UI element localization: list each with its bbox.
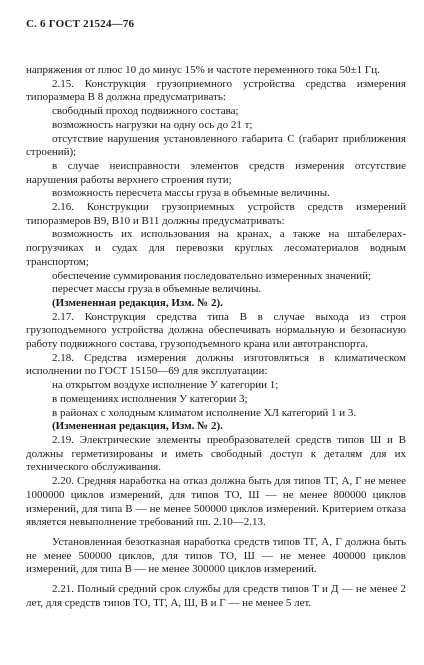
list-item: свободный проход подвижного состава; bbox=[52, 105, 239, 118]
page-header: С. 6 ГОСТ 21524—76 bbox=[26, 18, 135, 30]
list-item: отсутствие нарушения установленного габарита С (габарит приближения строений); bbox=[26, 132, 406, 159]
list-item: пересчет массы груза в объемные величины. bbox=[52, 283, 262, 296]
clause-2-16: 2.16. Конструкции грузоприемных устройств средств измерений типоразмеров В9, В10 и В11 должны предусматривать: bbox=[26, 201, 406, 227]
paragraph-voltage-continuation: напряжения от плюс 10 до минус 15% и частоте переменного тока 50±1 Гц. bbox=[26, 64, 380, 76]
document-body bbox=[26, 64, 406, 610]
clause-2-21: 2.21. Полный средний срок службы для средств типов Т и Д — не менее 2 лет, для средств типов ТО, ТГ, А, Ш, В и Г — не менее 5 лет. bbox=[26, 583, 406, 609]
list-item: в районах с холодным климатом исполнение ХЛ категорий 1 и 3. bbox=[52, 406, 357, 419]
clause-2-15: 2.15. Конструкция грузоприемного устройства средства измерения типоразмера В 8 должна предусматривать: bbox=[26, 77, 406, 104]
list-item: возможность нагрузки на одну ось до 21 т; bbox=[52, 118, 253, 131]
reliability-paragraph: Установленная безотказная наработка средств типов ТГ, А, Г должна быть не менее 500000 циклов, для типов ТО, Ш — не менее 400000 циклов измерений, для типа В — не менее 300000 циклов измерений. bbox=[26, 535, 406, 576]
clause-2-19: 2.19. Электрические элементы преобразователей средств типов Ш и В должны герметизированы и иметь свободный доступ к деталям для их технического обслуживания. bbox=[26, 433, 406, 474]
list-item: в помещениях исполнения У категории 3; bbox=[52, 392, 248, 405]
amendment-note: (Измененная редакция, Изм. № 2). bbox=[52, 296, 223, 309]
list-item: возможность пересчета массы груза в объемные величины. bbox=[52, 187, 330, 200]
list-item: обеспечение суммирования последовательно измеренных значений; bbox=[52, 269, 372, 282]
clause-2-18: 2.18. Средства измерения должны изготовляться в климатическом исполнении по ГОСТ 15150—69 для эксплуатации: bbox=[26, 351, 406, 378]
list-item: возможность их использования на кранах, а также на штабелерах-погрузчиках и судах для перевозки круглых лесоматериалов водным транспортом; bbox=[26, 228, 406, 268]
list-item: в случае неисправности элементов средств измерения отсутствие нарушения работы верхнего строения пути; bbox=[26, 159, 406, 186]
amendment-note: (Измененная редакция, Изм. № 2). bbox=[52, 420, 223, 433]
list-item: на открытом воздухе исполнение У категории 1; bbox=[52, 379, 279, 392]
clause-2-20: 2.20. Средняя наработка на отказ должна быть для типов ТГ, А, Г не менее 1000000 циклов измерений, для типов ТО, Ш — не менее 800000 циклов измерений, для типа В — не менее 500000 циклов измерений. Критерием отказа является невыполнение требований пп. 2.10—2.13. bbox=[26, 475, 406, 529]
clause-2-17: 2.17. Конструкция средства типа В в случае выхода из строя грузоподъемного устройства должна обеспечивать нормальную и безопасную работу подвижного состава, грузоподъемного крана или автотранспорта. bbox=[26, 310, 406, 351]
